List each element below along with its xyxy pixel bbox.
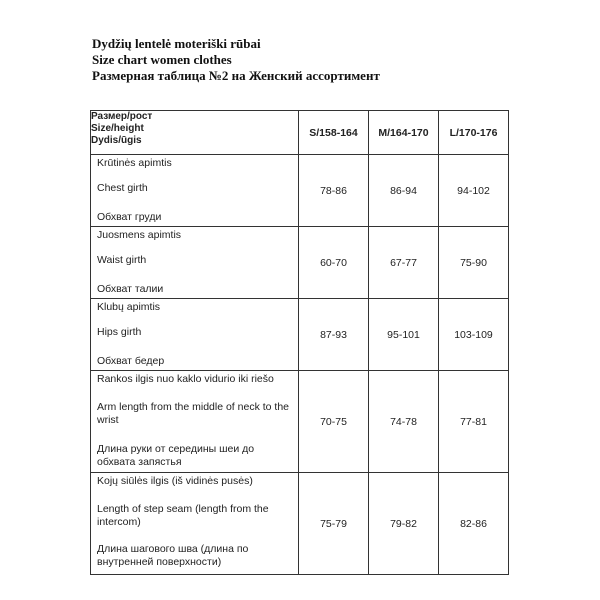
value-m: 86-94: [369, 155, 439, 227]
value-l: 82-86: [439, 473, 509, 575]
measure-name-lt: Juosmens apimtis: [97, 229, 182, 241]
table-row: [91, 371, 509, 473]
measure-name-ru: Длина руки от середины шеи до обхвата запястья: [97, 443, 255, 468]
measure-name-ru: Длина шагового шва (длина по внутренней поверхности): [97, 543, 249, 568]
value-m: 67-77: [369, 227, 439, 299]
measure-name-lt: Klubų apimtis: [97, 301, 161, 313]
row-label-cell: [91, 227, 299, 299]
size-chart-table: [90, 110, 509, 575]
header-size-l: L/170-176: [439, 111, 509, 155]
value-m: 74-78: [369, 371, 439, 473]
table-header-row: [91, 111, 509, 155]
row-label-cell: [91, 155, 299, 227]
value-s: 75-79: [299, 473, 369, 575]
measure-name-en: Chest girth: [97, 182, 148, 194]
header-label-en: Size/height: [91, 123, 144, 134]
header-size-m: M/164-170: [369, 111, 439, 155]
value-m: 79-82: [369, 473, 439, 575]
table-row: [91, 473, 509, 575]
title-russian: Размерная таблица №2 на Женский ассортимент: [92, 68, 380, 83]
measure-name-ru: Обхват груди: [97, 211, 162, 223]
row-label-cell: [91, 299, 299, 371]
value-l: 77-81: [439, 371, 509, 473]
title-english: Size chart women clothes: [92, 52, 232, 67]
measure-name-lt: Krūtinės apimtis: [97, 157, 172, 169]
header-label-cell: [91, 111, 299, 155]
table-row: [91, 299, 509, 371]
value-s: 87-93: [299, 299, 369, 371]
header-size-s: S/158-164: [299, 111, 369, 155]
value-l: 75-90: [439, 227, 509, 299]
measure-name-en: Arm length from the middle of neck to the wrist: [97, 401, 290, 426]
measure-name-en: Waist girth: [97, 254, 147, 266]
measure-name-ru: Обхват бедер: [97, 355, 165, 367]
value-l: 103-109: [439, 299, 509, 371]
title-lithuanian: Dydžių lentelė moteriški rūbai: [92, 36, 261, 51]
row-label-cell: [91, 371, 299, 473]
measure-name-lt: Rankos ilgis nuo kaklo vidurio iki riešo: [97, 373, 274, 385]
table-row: [91, 155, 509, 227]
header-label-ru: Размер/рост: [91, 111, 153, 122]
header-label-lt: Dydis/ūgis: [91, 135, 142, 146]
value-l: 94-102: [439, 155, 509, 227]
value-s: 70-75: [299, 371, 369, 473]
measure-name-en: Hips girth: [97, 326, 142, 338]
measure-name-lt: Kojų siūlės ilgis (iš vidinės pusės): [97, 475, 253, 487]
table-row: [91, 227, 509, 299]
value-s: 78-86: [299, 155, 369, 227]
value-m: 95-101: [369, 299, 439, 371]
value-s: 60-70: [299, 227, 369, 299]
measure-name-en: Length of step seam (length from the intercom): [97, 503, 269, 528]
row-label-cell: [91, 473, 299, 575]
chart-title: [92, 36, 380, 84]
measure-name-ru: Обхват талии: [97, 283, 164, 295]
